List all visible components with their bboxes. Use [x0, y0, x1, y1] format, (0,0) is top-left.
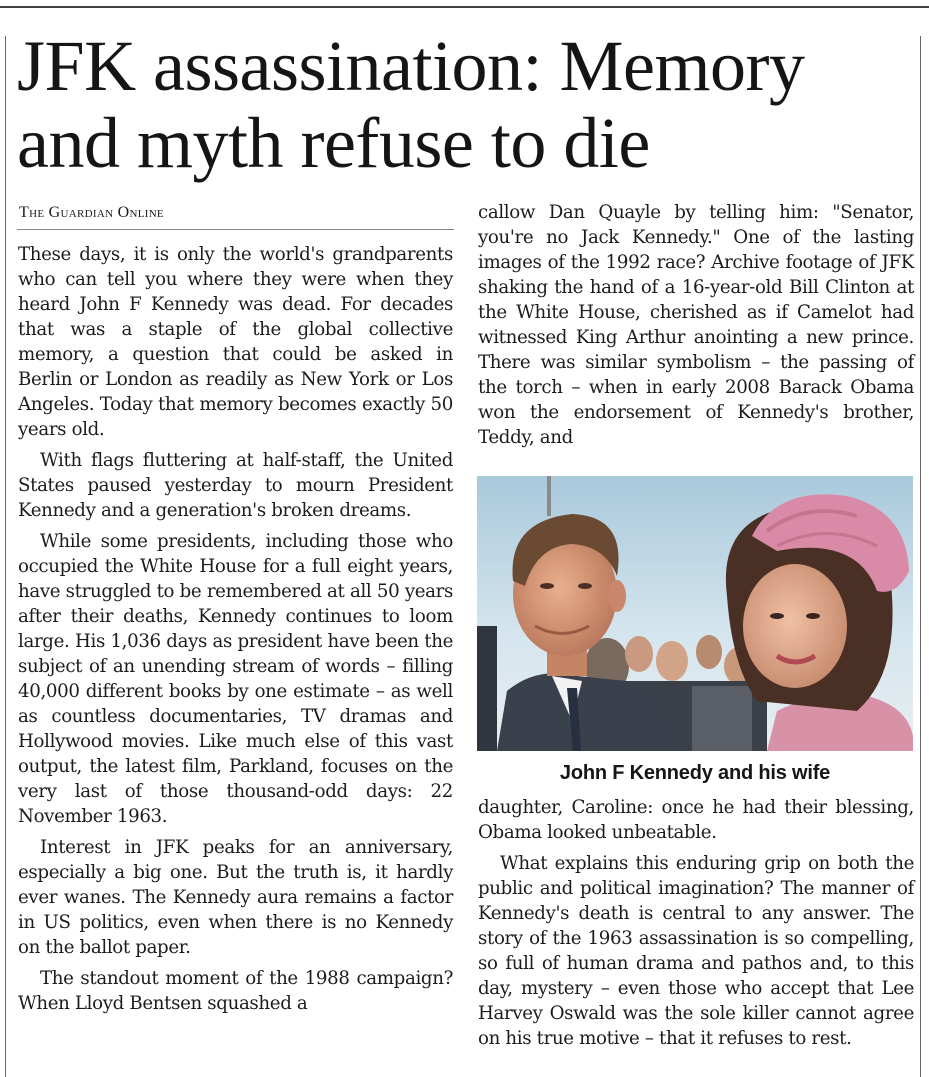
- article-column-1: [18, 242, 453, 1016]
- photo-caption: John F Kennedy and his wife: [559, 762, 831, 784]
- article-column-2-top: [478, 200, 914, 450]
- top-rule: [0, 6, 929, 8]
- article-column-2-bottom: [478, 795, 914, 1051]
- paragraph: What explains this enduring grip on both the public and political imagination? The manner of Kennedy's death is central to any answer. The story of the 1963 assassination is so compelling, so full of human drama and pathos and, to this day, mystery – even those who accept that Lee Harvey Oswald was the sole killer cannot agree on his true motive – that it refuses to rest.: [478, 853, 914, 1049]
- byline-divider: [17, 229, 454, 230]
- headline: JFK assassination: Memory and myth refuse to die: [17, 26, 805, 183]
- paragraph: These days, it is only the world's grandparents who can tell you where they were when they heard John F Kennedy was dead. For decades that was a staple of the global collective memory, a question that could be asked in Berlin or London as readily as New York or Los Angeles. Today that memory becomes exactly 50 years old.: [18, 244, 453, 440]
- byline: The Guardian Online: [19, 204, 164, 221]
- left-rule: [5, 36, 6, 1077]
- paragraph: The standout moment of the 1988 campaign? When Lloyd Bentsen squashed a: [18, 968, 453, 1014]
- paragraph: daughter, Caroline: once he had their blessing, Obama looked unbeatable.: [478, 797, 914, 843]
- paragraph: With flags fluttering at half-staff, the United States paused yesterday to mourn President Kennedy and a generation's broken dreams.: [18, 450, 453, 521]
- paragraph: While some presidents, including those who occupied the White House for a full eight years, have struggled to be remembered at all 50 years after their deaths, Kennedy continues to loom large. His 1,036 days as president have been the subject of an unending stream of words – filling 40,000 different books by one estimate – as well as countless documentaries, TV dramas and Hollywood movies. Like much else of this vast output, the latest film, Parkland, focuses on the very last of those thousand-odd days: 22 November 1963.: [18, 531, 453, 827]
- paragraph: Interest in JFK peaks for an anniversary, especially a big one. But the truth is, it hardly ever wanes. The Kennedy aura remains a factor in US politics, even when there is no Kennedy on the ballot paper.: [18, 837, 453, 958]
- kennedy-photo: [477, 476, 913, 751]
- right-rule: [920, 36, 921, 1077]
- paragraph: callow Dan Quayle by telling him: "Senator, you're no Jack Kennedy." One of the lasting images of the 1992 race? Archive footage of JFK shaking the hand of a 16-year-old Bill Clinton at the White House, cherished as if Camelot had witnessed King Arthur anointing a new prince. There was similar symbolism – the passing of the torch – when in early 2008 Barack Obama won the endorsement of Kennedy's brother, Teddy, and: [478, 202, 914, 448]
